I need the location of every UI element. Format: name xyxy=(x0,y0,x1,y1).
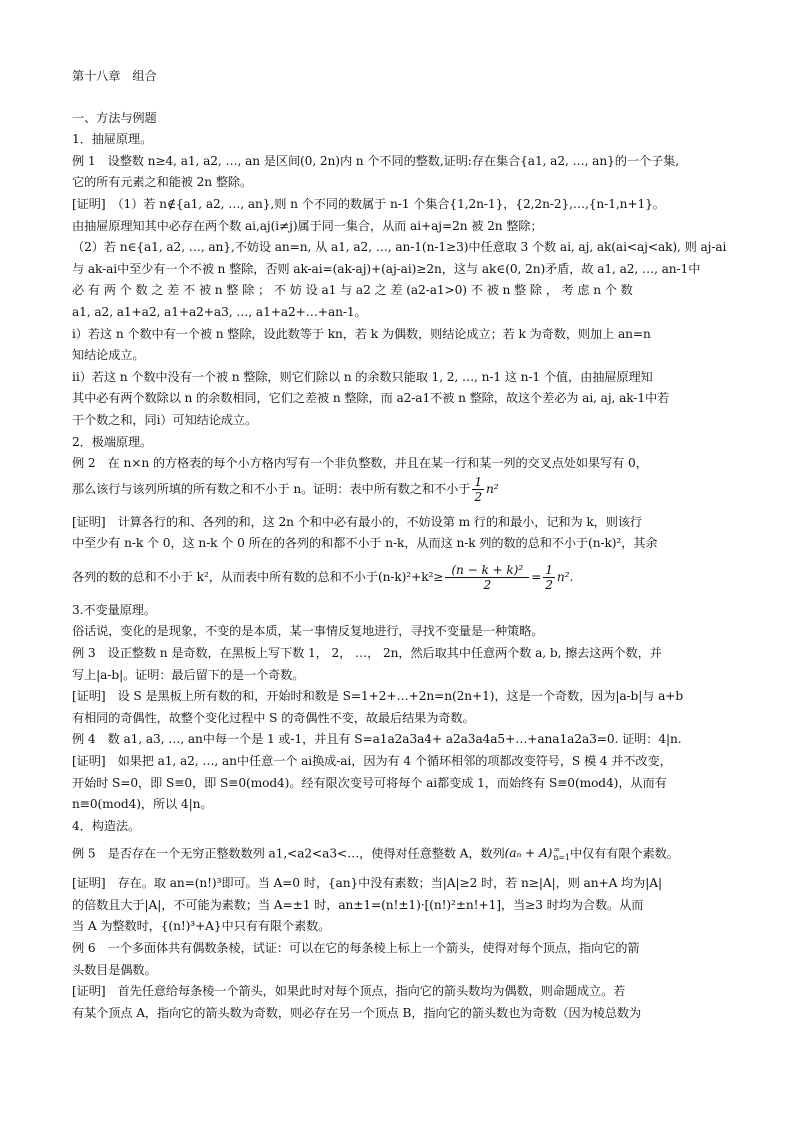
text-line: 例 4 数 a1, a3, …, an中每一个是 1 或-1，并且有 S=a1a2a3a4+ a2a3a4a5+…+ana1a2a3=0. 证明：4|n. xyxy=(72,732,682,747)
text-segment: 各列的数的总和不小于 k²，从而表中所有数的总和不小于(n-k)²+k²≥ xyxy=(72,569,444,584)
math-n-squared: n² xyxy=(485,481,499,496)
half-fraction xyxy=(472,475,484,504)
text-line: 2．极端原理。 xyxy=(72,434,153,449)
fraction-numerator: (n − k + k)² xyxy=(445,563,529,578)
document-page xyxy=(72,66,730,1024)
text-line: [证明] （1）若 n∉{a1, a2, …, an},则 n 个不同的数属于 n-1 个集合{1,2n-1}，{2,2n-2},…,{n-1,n+1}。 xyxy=(72,196,665,211)
text-line-with-fraction xyxy=(72,563,730,592)
text-line: 的倍数且大于|A|，不可能为素数；当 A=±1 时，an±1=(n!±1)·[(n!)²±n!+1]，当≥3 时均为合数。从而 xyxy=(72,897,644,912)
text-line: 有某个顶点 A，指向它的箭头数为奇数，则必存在另一个顶点 B，指向它的箭头数也为奇数（因为棱总数为 xyxy=(72,1005,642,1020)
text-line: [证明] 存在。取 an=(n!)³即可。当 A=0 时，{an}中没有素数；当|A|≥2 时，若 n≥|A|，则 an+A 均为|A| xyxy=(72,876,662,891)
text-line: ⅰ）若这 n 个数中有一个被 n 整除，设此数等于 kn，若 k 为偶数，则结论成立；若 k 为奇数，则加上 an=n xyxy=(72,326,651,341)
text-line: [证明] 设 S 是黑板上所有数的和，开始时和数是 S=1+2+…+2n=n(2n+1)，这是一个奇数，因为|a-b|与 a+b xyxy=(72,689,684,704)
text-line-with-sequence xyxy=(72,843,730,865)
sequence-notation: (aₙ + A) xyxy=(504,846,553,861)
fraction-denominator: 2 xyxy=(545,577,553,592)
text-line: 例 6 一个多面体共有偶数条棱，试证：可以在它的每条棱上标上一个箭头，使得对每个顶点，指向它的箭 xyxy=(72,941,640,956)
text-segment: 那么该行与该列所填的所有数之和不小于 n。证明：表中所有数之和不小于 xyxy=(72,481,471,496)
text-line: 俗话说，变化的是现象，不变的是本质，某一事情反复地进行，寻找不变量是一种策略。 xyxy=(72,624,544,639)
big-fraction xyxy=(445,563,529,592)
text-line: 当 A 为整数时，{(n!)³+A}中只有有限个素数。 xyxy=(72,919,331,934)
fraction-denominator: 2 xyxy=(474,489,482,504)
text-line: [证明] 计算各行的和、各列的和，这 2n 个和中必有最小的，不妨设第 m 行的和最小，记和为 k，则该行 xyxy=(72,514,642,529)
chapter-title: 第十八章 组合 xyxy=(72,69,157,83)
text-line: [证明] 首先任意给每条棱一个箭头，如果此时对每个顶点，指向它的箭头数均为偶数，则命题成立。若 xyxy=(72,984,626,999)
text-line-with-fraction xyxy=(72,475,730,504)
fraction-numerator: 1 xyxy=(545,562,553,577)
math-result-tail: n². xyxy=(556,569,574,584)
text-line: 4．构造法。 xyxy=(72,818,141,833)
half-fraction xyxy=(543,563,555,592)
text-line: 例 2 在 n×n 的方格表的每个小方格内写有一个非负整数，并且在某一行和某一列的交叉点处如果写有 0， xyxy=(72,456,648,471)
text-line: 有相同的奇偶性，故整个变化过程中 S 的奇偶性不变，故最后结果为奇数。 xyxy=(72,710,475,725)
text-line: 开始时 S=0，即 S≡0，即 S≡0(mod4)。经有限次变号可将每个 ai都变成 1，而始终有 S≡0(mod4)，从而有 xyxy=(72,775,667,790)
text-line: 头数目是偶数。 xyxy=(72,962,157,977)
sequence-bounds xyxy=(553,846,570,862)
section-heading: 一、方法与例题 xyxy=(72,110,157,125)
text-line: 3.不变量原理。 xyxy=(72,602,156,617)
text-line: 它的所有元素之和能被 2n 整除。 xyxy=(72,175,253,190)
text-line: 必 有 两 个 数 之 差 不 被 n 整 除 ； 不 妨 设 a1 与 a2 之 差 (a2-a1>0) 不 被 n 整 除 ， 考 虑 n 个 数 xyxy=(72,283,633,298)
text-line: 知结论成立。 xyxy=(72,348,145,363)
fraction-numerator: 1 xyxy=(474,474,482,489)
text-line: 其中必有两个数除以 n 的余数相同，它们之差被 n 整除，而 a2-a1不被 n 整除，故这个差必为 ai, aj, ak-1中若 xyxy=(72,391,670,406)
text-line: n≡0(mod4)，所以 4|n。 xyxy=(72,797,213,812)
math-equals: = xyxy=(531,569,542,584)
text-line: 1．抽屉原理。 xyxy=(72,132,153,147)
fraction-denominator: 2 xyxy=(483,577,492,592)
text-line: 干个数之和，同ⅰ）可知结论成立。 xyxy=(72,412,258,427)
text-line: 中至少有 n-k 个 0，这 n-k 个 0 所在的各列的和都不小于 n-k，从而这 n-k 列的数的总和不小于(n-k)²，其余 xyxy=(72,536,658,551)
sequence-upper: ∞ xyxy=(553,845,560,855)
text-line: 写上|a-b|。证明：最后留下的是一个奇数。 xyxy=(72,667,305,682)
text-line: 与 ak-ai中至少有一个不被 n 整除，否则 ak-ai=(ak-aj)+(aj-ai)≥2n，这与 ak∈(0, 2n)矛盾，故 a1, a2, …, an-1中 xyxy=(72,261,701,276)
text-line: （2）若 n∈{a1, a2, …, an},不妨设 an=n, 从 a1, a2, …, an-1(n-1≥3)中任意取 3 个数 ai, aj, ak(ai<aj<ak), 则 aj-ai xyxy=(72,240,727,255)
text-line: 由抽屉原理知其中必存在两个数 ai,aj(i≠j)属于同一集合，从而 ai+aj=2n 被 2n 整除； xyxy=(72,218,543,233)
text-segment: 中仅有有限个素数。 xyxy=(569,846,679,861)
text-segment: 例 5 是否存在一个无穷正整数数列 a1,<a2<a3<…，使得对任意整数 A，数列 xyxy=(72,846,505,861)
sequence-lower: n=1 xyxy=(553,853,570,863)
text-line: [证明] 如果把 a1, a2, …, an中任意一个 ai换成-ai，因为有 4 个循环相邻的项都改变符号，S 模 4 并不改变， xyxy=(72,754,672,769)
text-line: ⅱ）若这 n 个数中没有一个被 n 整除，则它们除以 n 的余数只能取 1, 2, …, n-1 这 n-1 个值，由抽屉原理知 xyxy=(72,369,653,384)
text-line: a1, a2, a1+a2, a1+a2+a3, …, a1+a2+…+an-1。 xyxy=(72,304,367,319)
text-line: 例 1 设整数 n≥4, a1, a2, …, an 是区间(0, 2n)内 n 个不同的整数,证明:存在集合{a1, a2, …, an}的一个子集, xyxy=(72,153,679,168)
text-line: 例 3 设正整数 n 是奇数，在黑板上写下数 1， 2， …， 2n，然后取其中任意两个数 a, b, 擦去这两个数，并 xyxy=(72,646,662,661)
